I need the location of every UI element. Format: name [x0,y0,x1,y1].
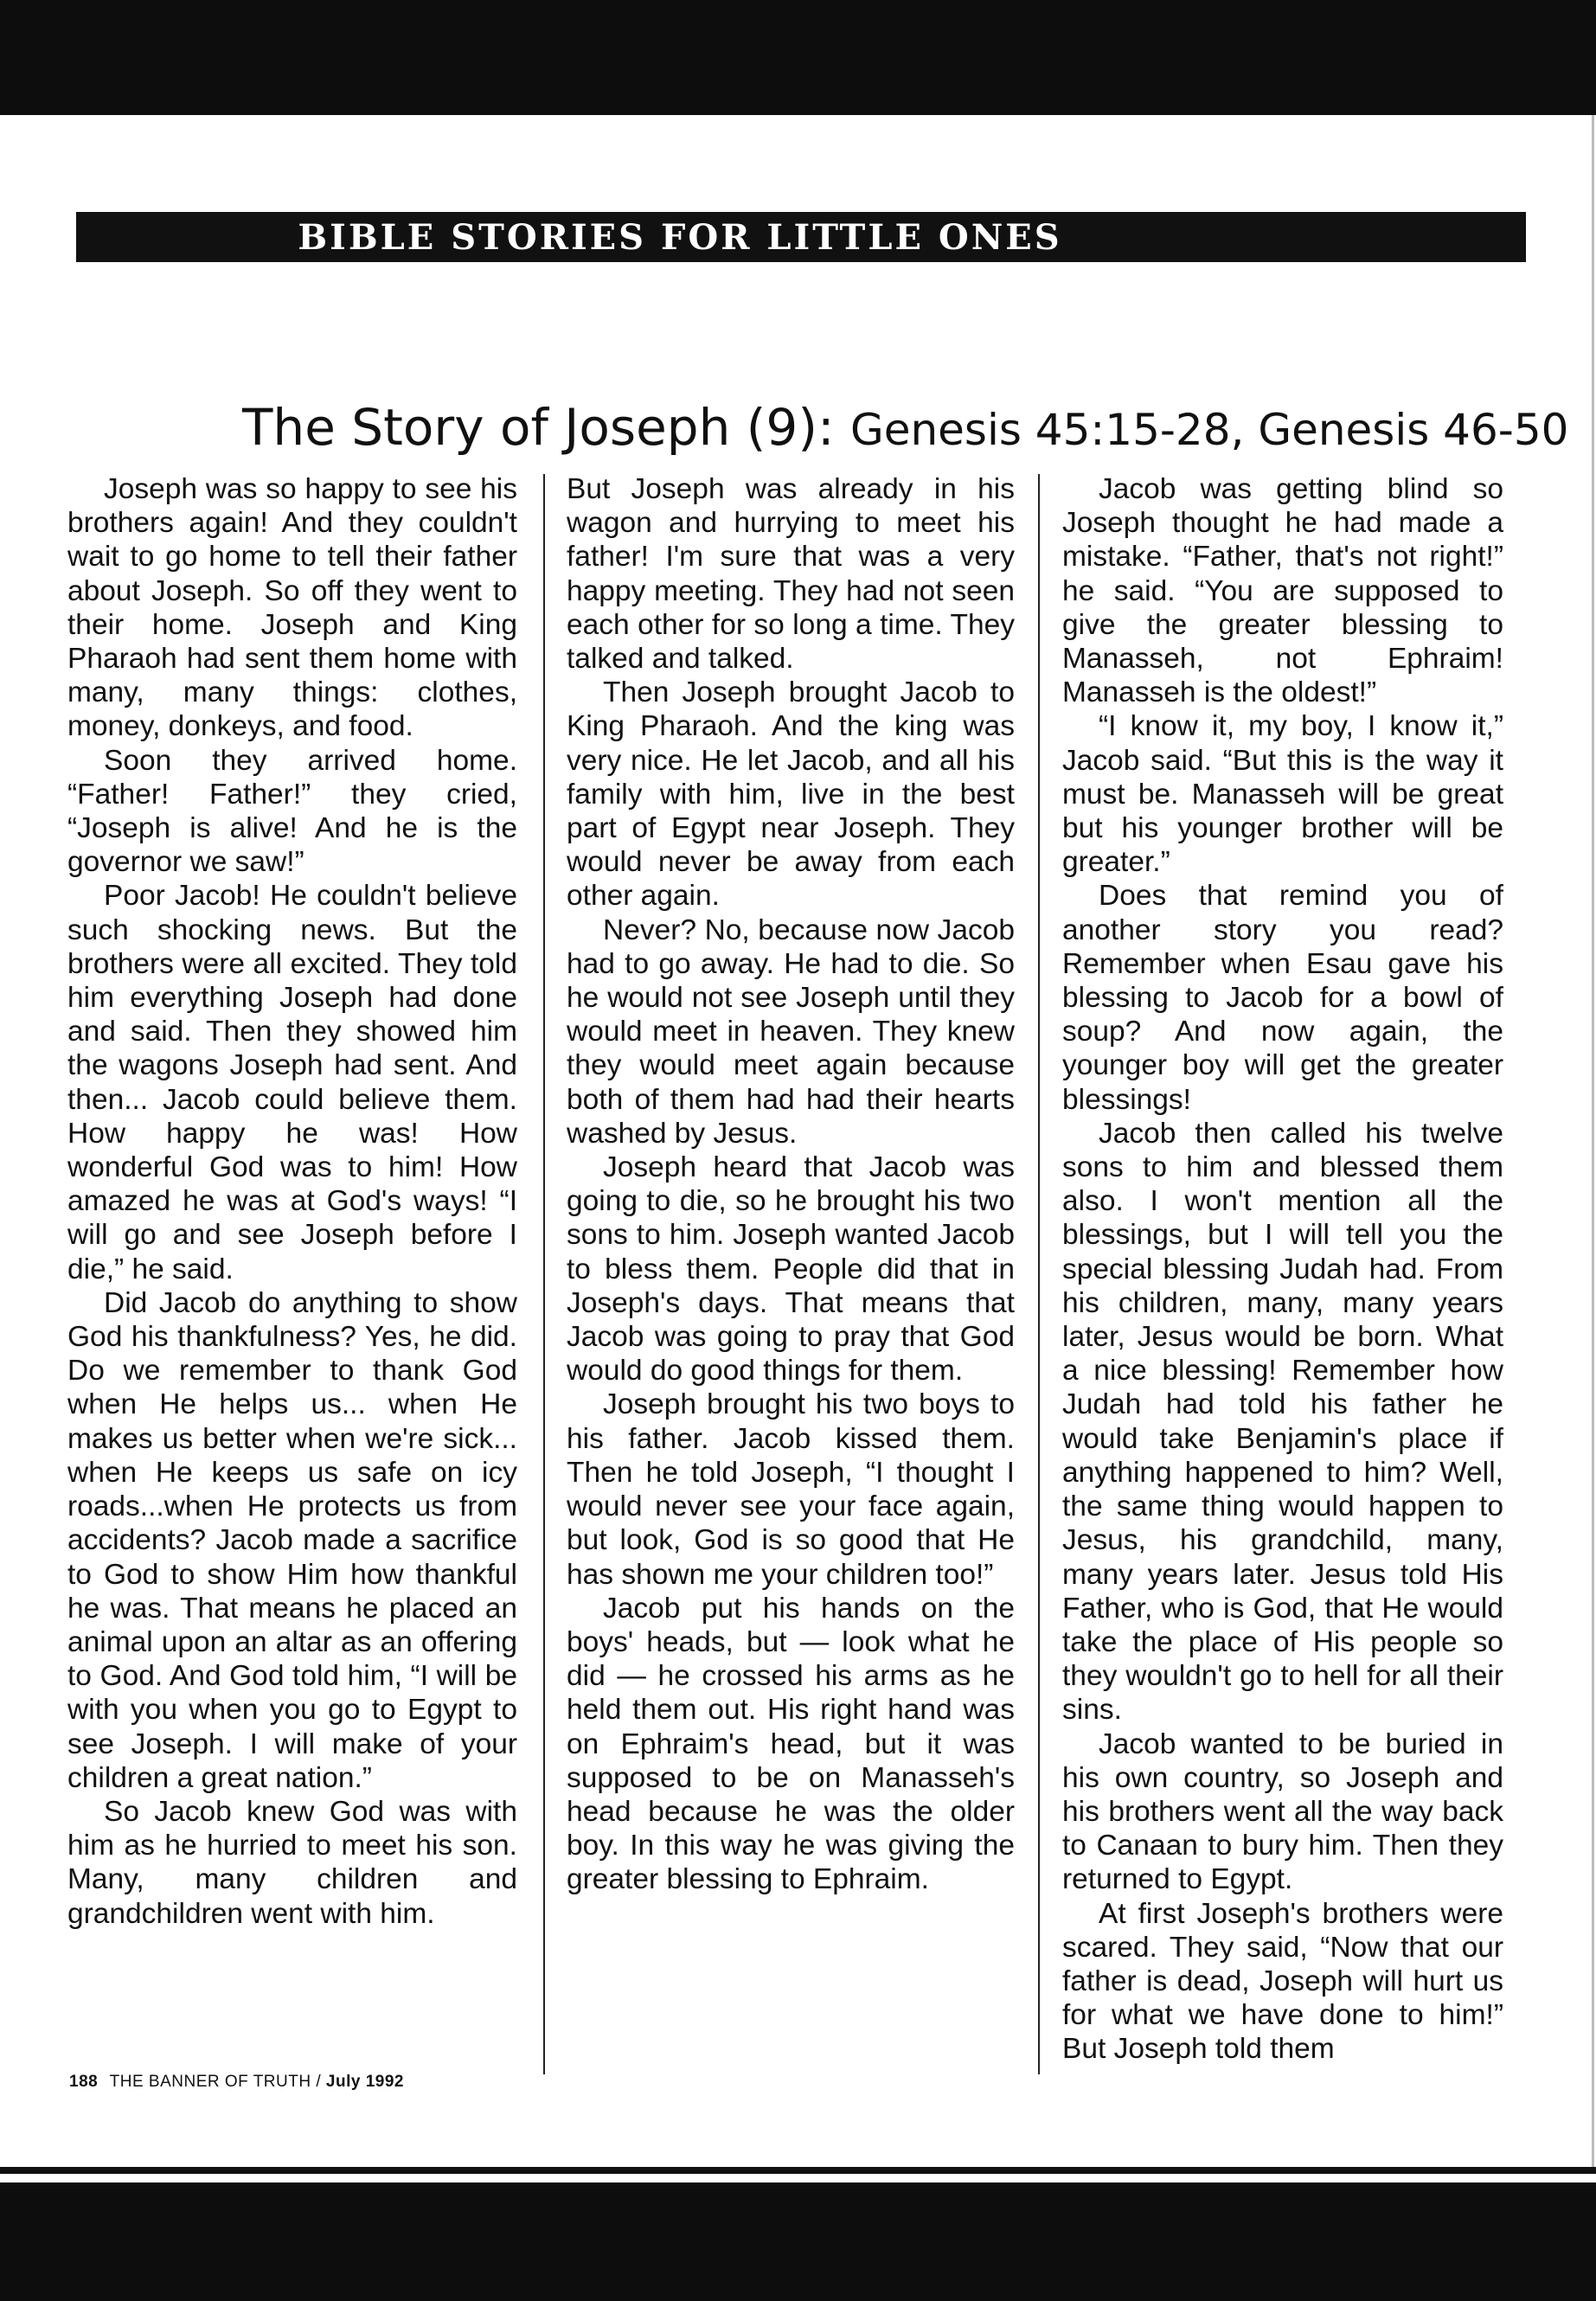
text-column-3 [1062,472,1503,2067]
paragraph: Jacob was getting blind so Joseph thought he had made a mistake. “Father, that's not right!” he said. “You are supposed to give the greater blessing to Manasseh, not Ephraim! Manasseh is the oldest!” [1062,473,1503,709]
text-column-1 [67,472,517,1931]
paragraph: Poor Jacob! He couldn't believe such shocking news. But the brothers were all excited. They told him everything Joseph had done and said. Then they showed him the wagons Joseph had sent. And then... Jacob could believe them. How happy he was! How wonderful God was to him! How amazed he was at God's ways! “I will go and see Joseph before I die,” he said. [67,880,517,1285]
column-divider [1038,474,1040,2074]
scan-bottom-rule [0,2167,1596,2174]
paragraph: Never? No, because now Jacob had to go away. He had to die. So he would not see Joseph until they would meet in heaven. They knew they would meet again because both of them had had their hearts washed by Jesus. [567,913,1015,1150]
paragraph: Did Jacob do anything to show God his thankfulness? Yes, he did. Do we remember to thank God when He helps us... when He makes us better when we're sick... when He keeps us safe on icy roads...when He protects us from accidents? Jacob made a sacrifice to God to show Him how thankful he was. That means he placed an animal upon an altar as an offering to God. And God told him, “I will be with you when you go to Egypt to see Joseph. I will make of your children a great nation.” [67,1286,517,1794]
issue-date: July 1992 [325,2073,404,2091]
paragraph: Then Joseph brought Jacob to King Pharaoh. And the king was very nice. He let Jacob, and all his family with him, live in the best part of Egypt near Joseph. They would never be away from each other again. [567,676,1015,913]
section-banner: BIBLE STORIES FOR LITTLE ONES [76,212,1526,262]
paragraph: Soon they arrived home. “Father! Father!” they cried, “Joseph is alive! And he is the governor we saw!” [67,744,517,879]
page-number: 188 [69,2073,99,2091]
paragraph: But Joseph was already in his wagon and hurrying to meet his father! I'm sure that was a very happy meeting. They had not seen each other for so long a time. They talked and talked. [567,473,1015,676]
scan-right-edge [1592,115,1594,2167]
scan-top-border [0,0,1596,115]
paragraph: “I know it, my boy, I know it,” Jacob said. “But this is the way it must be. Manasseh will be great but his younger brother will be greater.” [1062,710,1503,879]
paragraph: Does that remind you of another story you read? Remember when Esau gave his blessing to Jacob for a bowl of soup? And now again, the younger boy will get the greater blessings! [1062,880,1503,1116]
paragraph: Jacob then called his twelve sons to him and blessed them also. I won't mention all the blessings, but I will tell you the special blessing Judah had. From his children, many, many years later, Jesus would be born. What a nice blessing! Remember how Judah had told his father he would take Benjamin's place if anything happened to him? Well, the same thing would happen to Jesus, his grandchild, many, many years later. Jesus told His Father, who is God, that He would take the place of His people so they wouldn't go to hell for all their sins. [1062,1117,1503,1727]
publication-name: THE BANNER OF TRUTH / [109,2073,322,2091]
title-main: The Story of Joseph (9): [242,398,835,457]
text-column-2 [567,472,1015,1897]
paragraph: So Jacob knew God was with him as he hurried to meet his son. Many, many children and grandchildren went with him. [67,1795,517,1930]
paragraph: Joseph was so happy to see his brothers again! And they couldn't wait to go home to tell their father about Joseph. So off they went to their home. Joseph and King Pharaoh had sent them home with many, many things: clothes, money, donkeys, and food. [67,473,517,743]
paragraph: Jacob put his hands on the boys' heads, but — look what he did — he crossed his arms as he held them out. His right hand was on Ephraim's head, but it was supposed to be on Manasseh's head because he was the older boy. In this way he was giving the greater blessing to Ephraim. [567,1592,1015,1896]
paragraph: Jacob wanted to be buried in his own country, so Joseph and his brothers went all the way back to Canaan to bury him. Then they returned to Egypt. [1062,1727,1503,1896]
paragraph: Joseph heard that Jacob was going to die, so he brought his two sons to him. Joseph wanted Jacob to bless them. People did that in Joseph's days. That means that Jacob was going to pray that God would do good things for them. [567,1151,1015,1388]
page-footer [69,2073,404,2092]
title-scripture-refs: Genesis 45:15-28, Genesis 46-50 [849,405,1569,455]
paragraph: Joseph brought his two boys to his father. Jacob kissed them. Then he told Joseph, “I thought I would never see your face again, but look, God is so good that He has shown me your children too!” [567,1388,1015,1591]
scan-bottom-border [0,2182,1596,2301]
paragraph: At first Joseph's brothers were scared. They said, “Now that our father is dead, Joseph will hurt us for what we have done to him!” But Joseph told them [1062,1897,1503,2066]
story-title [242,398,1569,457]
column-divider [543,474,545,2074]
